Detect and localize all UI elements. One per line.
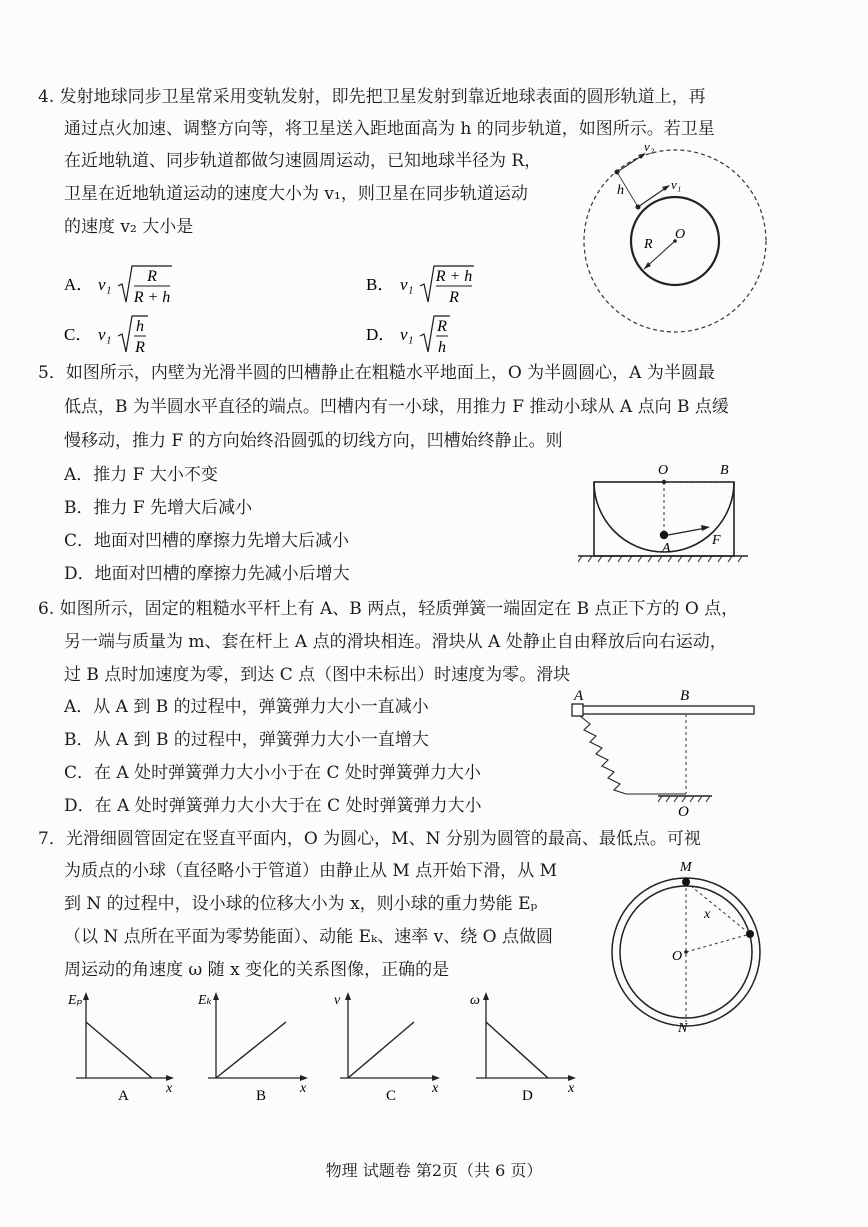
label-v1: v₁ (671, 177, 682, 192)
q4-line-5: 的速度 v₂ 大小是 (64, 217, 194, 237)
label-O: O (672, 949, 683, 964)
graph-b-xlabel: x (300, 1081, 307, 1096)
graph-a-ylabel: Eₚ (68, 993, 83, 1008)
q7-line-5: 周运动的角速度 ω 随 x 变化的关系图像，正确的是 (64, 960, 450, 980)
graph-d-xlabel: x (568, 1081, 575, 1096)
q7-tube-figure (606, 856, 772, 1036)
q7-graph-a[interactable] (60, 986, 184, 1104)
q4-orbit-figure (580, 138, 770, 343)
q5-option-c[interactable]: C．地面对凹槽的摩擦力先增大后减小 (64, 531, 350, 551)
graph-d-ylabel: ω (470, 993, 480, 1008)
label-F: F (712, 533, 721, 548)
q4-option-b-num: R + h (435, 268, 473, 285)
q7-graph-c[interactable] (330, 986, 454, 1104)
q4-option-a-label: A． (64, 275, 94, 294)
q7-line-1: 7．光滑细圆管固定在竖直平面内，O 为圆心，M、N 分别为圆管的最高、最低点。可视 (38, 829, 701, 849)
q4-line-3: 在近地轨道、同步轨道都做匀速圆周运动，已知地球半径为 R， (64, 151, 542, 171)
graph-a-curve (86, 1022, 152, 1078)
q4-option-d-formula (366, 312, 536, 358)
q4-option-d-num: R (437, 318, 447, 335)
graph-b-curve (216, 1022, 286, 1078)
q5-option-a[interactable]: A．推力 F 大小不变 (64, 465, 218, 485)
label-O: O (658, 463, 669, 478)
label-R: R (644, 237, 653, 252)
q6-option-d[interactable]: D．在 A 处时弹簧弹力大小大于在 C 处时弹簧弹力大小 (64, 796, 482, 816)
graph-c-label: C (386, 1088, 397, 1104)
q6-option-c[interactable]: C．在 A 处时弹簧弹力大小小于在 C 处时弹簧弹力大小 (64, 763, 481, 783)
q4-option-c-label: C． (64, 325, 93, 344)
graph-d-curve (486, 1022, 548, 1078)
q4-option-a-num: R (147, 268, 157, 285)
q4-option-b-formula (366, 262, 536, 308)
q7-line-2: 为质点的小球（直径略小于管道）由静止从 M 点开始下滑，从 M (64, 861, 558, 881)
label-B: B (680, 688, 690, 704)
q6-line-3: 过 B 点时加速度为零，到达 C 点（图中未标出）时速度为零。滑块 (64, 665, 571, 685)
q4-option-a-den: R + h (133, 289, 171, 306)
graph-a-xlabel: x (166, 1081, 173, 1096)
q4-option-c-formula (64, 312, 234, 358)
label-A: A (574, 688, 584, 704)
q4-option-b-den: R (449, 289, 459, 306)
q4-option-a-coef: v₁ (98, 275, 112, 294)
spring (580, 716, 686, 794)
label-v2: v₂ (644, 139, 655, 154)
q6-line-1: 6. 如图所示，固定的粗糙水平杆上有 A、B 两点，轻质弹簧一端固定在 B 点正下方的 O 点， (38, 599, 739, 619)
ball-at-M (682, 878, 690, 886)
q5-option-b[interactable]: B．推力 F 先增大后减小 (64, 498, 253, 518)
q5-option-d[interactable]: D．地面对凹槽的摩擦力先减小后增大 (64, 564, 350, 584)
point-O (662, 480, 666, 484)
label-N: N (678, 1021, 688, 1036)
q4-option-c-coef: v₁ (98, 325, 112, 344)
q4-option-d[interactable] (366, 312, 536, 364)
q6-spring-figure (562, 686, 762, 820)
q4-option-a-formula (64, 262, 234, 308)
label-A: A (662, 541, 671, 556)
q4-line-4: 卫星在近地轨道运动的速度大小为 v₁，则卫星在同步轨道运动 (64, 184, 528, 204)
q4-option-c-num: h (136, 318, 144, 335)
q4-option-d-label: D． (366, 325, 396, 344)
q4-line-1: 4. 发射地球同步卫星常采用变轨发射，即先把卫星发射到靠近地球表面的圆形轨道上，再 (38, 87, 706, 107)
q5-line-2: 低点，B 为半圆水平直径的端点。凹槽内有一小球，用推力 F 推动小球从 A 点向 B 点缓 (64, 397, 729, 417)
label-x: x (704, 907, 711, 922)
graph-d-label: D (522, 1088, 533, 1104)
q7-line-3: 到 N 的过程中，设小球的位移大小为 x，则小球的重力势能 Eₚ (64, 894, 538, 914)
center-O (684, 950, 688, 954)
label-O: O (675, 227, 686, 242)
rod (576, 706, 754, 714)
q6-option-a[interactable]: A．从 A 到 B 的过程中，弹簧弹力大小一直减小 (64, 697, 429, 717)
q4-option-d-den: h (438, 339, 446, 356)
label-B: B (720, 463, 729, 478)
q4-line-2: 通过点火加速、调整方向等，将卫星送入距地面高为 h 的同步轨道，如图所示。若卫星 (64, 119, 715, 139)
label-O: O (678, 804, 689, 820)
graph-a-label: A (118, 1088, 129, 1104)
q7-graph-b[interactable] (198, 986, 322, 1104)
force-F-arrow (668, 528, 706, 535)
ball (660, 531, 668, 539)
q4-option-c[interactable] (64, 312, 234, 364)
q5-groove-figure (578, 458, 748, 570)
q4-option-a[interactable] (64, 262, 234, 314)
graph-b-label: B (256, 1088, 267, 1104)
q4-option-c-den: R (135, 339, 145, 356)
label-M: M (680, 860, 692, 875)
q7-line-4: （以 N 点所在平面为零势能面）、动能 Eₖ、速率 v、绕 O 点做圆 (64, 927, 553, 947)
page-footer: 物理 试题卷 第2页（共 6 页） (325, 1161, 543, 1180)
q6-line-2: 另一端与质量为 m、套在杆上 A 点的滑块相连。滑块从 A 处静止自由释放后向右运动， (64, 632, 727, 652)
graph-c-ylabel: v (334, 993, 341, 1008)
q4-option-b-coef: v₁ (400, 275, 414, 294)
slider (572, 704, 583, 716)
q4-option-b[interactable] (366, 262, 536, 314)
ball-moving (746, 930, 754, 938)
q4-option-d-coef: v₁ (400, 325, 414, 344)
q6-option-b[interactable]: B．从 A 到 B 的过程中，弹簧弹力大小一直增大 (64, 730, 429, 750)
q5-line-1: 5．如图所示，内壁为光滑半圆的凹槽静止在粗糙水平地面上，O 为半圆圆心，A 为半圆最 (38, 363, 715, 383)
q5-line-3: 慢移动，推力 F 的方向始终沿圆弧的切线方向，凹槽始终静止。则 (64, 431, 563, 451)
graph-c-xlabel: x (432, 1081, 439, 1096)
graph-b-ylabel: Eₖ (198, 993, 212, 1008)
label-h: h (617, 183, 624, 198)
graph-c-curve (348, 1022, 414, 1078)
q7-graph-d[interactable] (464, 986, 588, 1104)
q4-option-b-label: B． (366, 275, 395, 294)
